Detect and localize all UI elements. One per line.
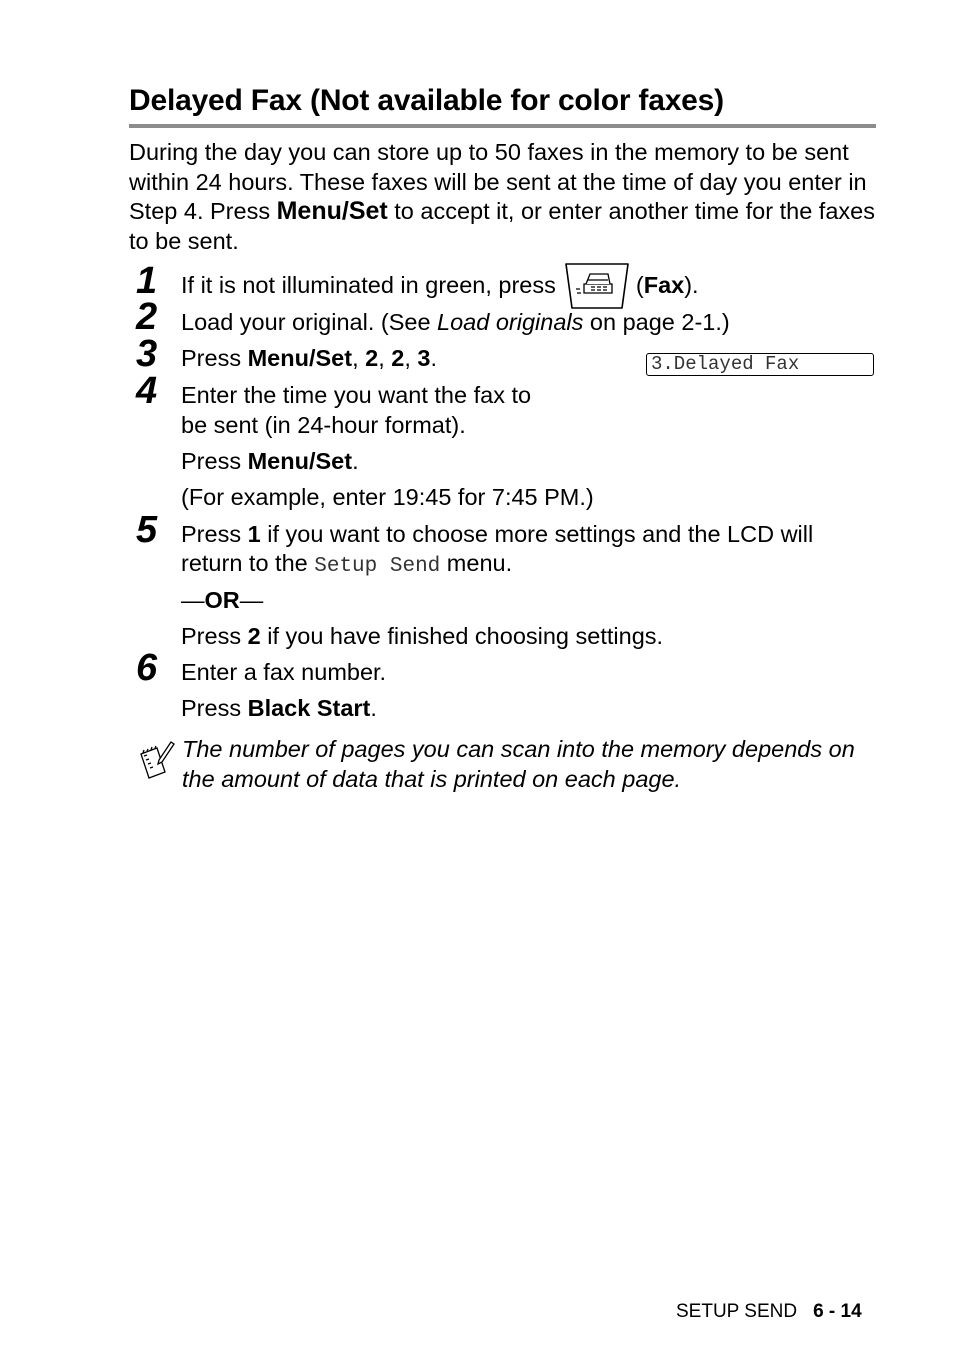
step-5-key-2: 2 xyxy=(247,623,261,649)
step-4-line-1: Enter the time you want the fax to xyxy=(181,382,532,408)
step-5-line-1 xyxy=(181,519,813,549)
step-3-text xyxy=(181,343,437,373)
step-2-ref: Load originals xyxy=(437,309,584,335)
step-3-key-2a: 2 xyxy=(365,345,379,371)
lcd-display: 3.Delayed Fax xyxy=(646,353,874,376)
page-footer xyxy=(676,1300,862,1324)
step-4-key-menu-set: Menu/Set xyxy=(247,448,353,474)
step-3-pre: Press xyxy=(181,345,248,371)
step-3-sep-1: , xyxy=(352,345,366,371)
step-3-sep-2: , xyxy=(378,345,392,371)
note-text: The number of pages you can scan into the memory depends on the amount of data that is printed on each page. xyxy=(182,736,855,792)
intro-key-menu-set: Menu/Set xyxy=(276,197,388,226)
footer-page-number: 6 - 14 xyxy=(813,1301,862,1322)
intro-paragraph xyxy=(129,138,877,257)
or-label: OR xyxy=(204,587,240,613)
step-4-number: 4 xyxy=(136,370,158,412)
title-rule xyxy=(129,124,876,128)
step-1-text xyxy=(181,270,699,300)
step-3-number: 3 xyxy=(136,333,158,375)
step-2-pre: Load your original. (See xyxy=(181,309,438,335)
step-6-press xyxy=(181,693,377,723)
step-6-number: 6 xyxy=(136,647,158,689)
step-4-press xyxy=(181,446,359,476)
step-5-number: 5 xyxy=(136,509,158,551)
step-1-instruction: If it is not illuminated in green, press xyxy=(181,272,556,298)
step-6-line-1: Enter a fax number. xyxy=(181,659,387,685)
step-2-number: 2 xyxy=(136,296,158,338)
step-1-paren-close: ). xyxy=(684,272,699,298)
step-5-key-1: 1 xyxy=(247,521,261,547)
step-3-post: . xyxy=(430,345,438,371)
step-5-or xyxy=(181,585,263,615)
step-4-dot: . xyxy=(352,448,359,474)
step-5-line2-pre: return to the xyxy=(181,550,315,576)
step-5-line-2 xyxy=(181,548,512,582)
step-4-press-label: Press xyxy=(181,448,248,474)
step-1-key-fax: Fax xyxy=(643,272,685,298)
intro-text-2: to accept it, or enter another time for the faxes to be sent. xyxy=(129,198,875,255)
intro-text-1: During the day you can store up to 50 faxes in the memory to be sent within 24 hours. These faxes will be sent at the time of day you enter in Step 4. Press xyxy=(129,139,867,225)
step-6-dot: . xyxy=(370,695,377,721)
or-dash-left: — xyxy=(181,587,205,613)
step-5-alt-pre: Press xyxy=(181,623,248,649)
fax-machine-icon xyxy=(562,263,632,309)
step-6-press-label: Press xyxy=(181,695,248,721)
step-2-text xyxy=(181,307,730,337)
step-5-alt-post: if you have finished choosing settings. xyxy=(260,623,664,649)
page-title: Delayed Fax (Not available for color faxes) xyxy=(129,84,724,117)
step-5-post: if you want to choose more settings and the LCD will xyxy=(260,521,814,547)
step-2-post: on page 2-1.) xyxy=(583,309,730,335)
step-3-sep-3: , xyxy=(404,345,418,371)
step-4-line-2: be sent (in 24-hour format). xyxy=(181,412,466,438)
step-1-paren-open: ( xyxy=(635,272,644,298)
step-5-line2-post: menu. xyxy=(440,550,513,576)
step-5-pre: Press xyxy=(181,521,248,547)
note-pad-icon xyxy=(137,738,175,784)
step-6-key-black-start: Black Start xyxy=(247,695,371,721)
setup-send-menu-name: Setup Send xyxy=(314,555,441,578)
step-3-key-menu-set: Menu/Set xyxy=(247,345,353,371)
footer-section: SETUP SEND xyxy=(676,1301,798,1322)
step-3-key-2b: 2 xyxy=(391,345,405,371)
step-3-key-3: 3 xyxy=(417,345,431,371)
or-dash-right: — xyxy=(239,587,264,613)
step-1-number: 1 xyxy=(136,260,158,302)
step-5-alt xyxy=(181,621,663,651)
step-4-example: (For example, enter 19:45 for 7:45 PM.) xyxy=(181,484,594,510)
